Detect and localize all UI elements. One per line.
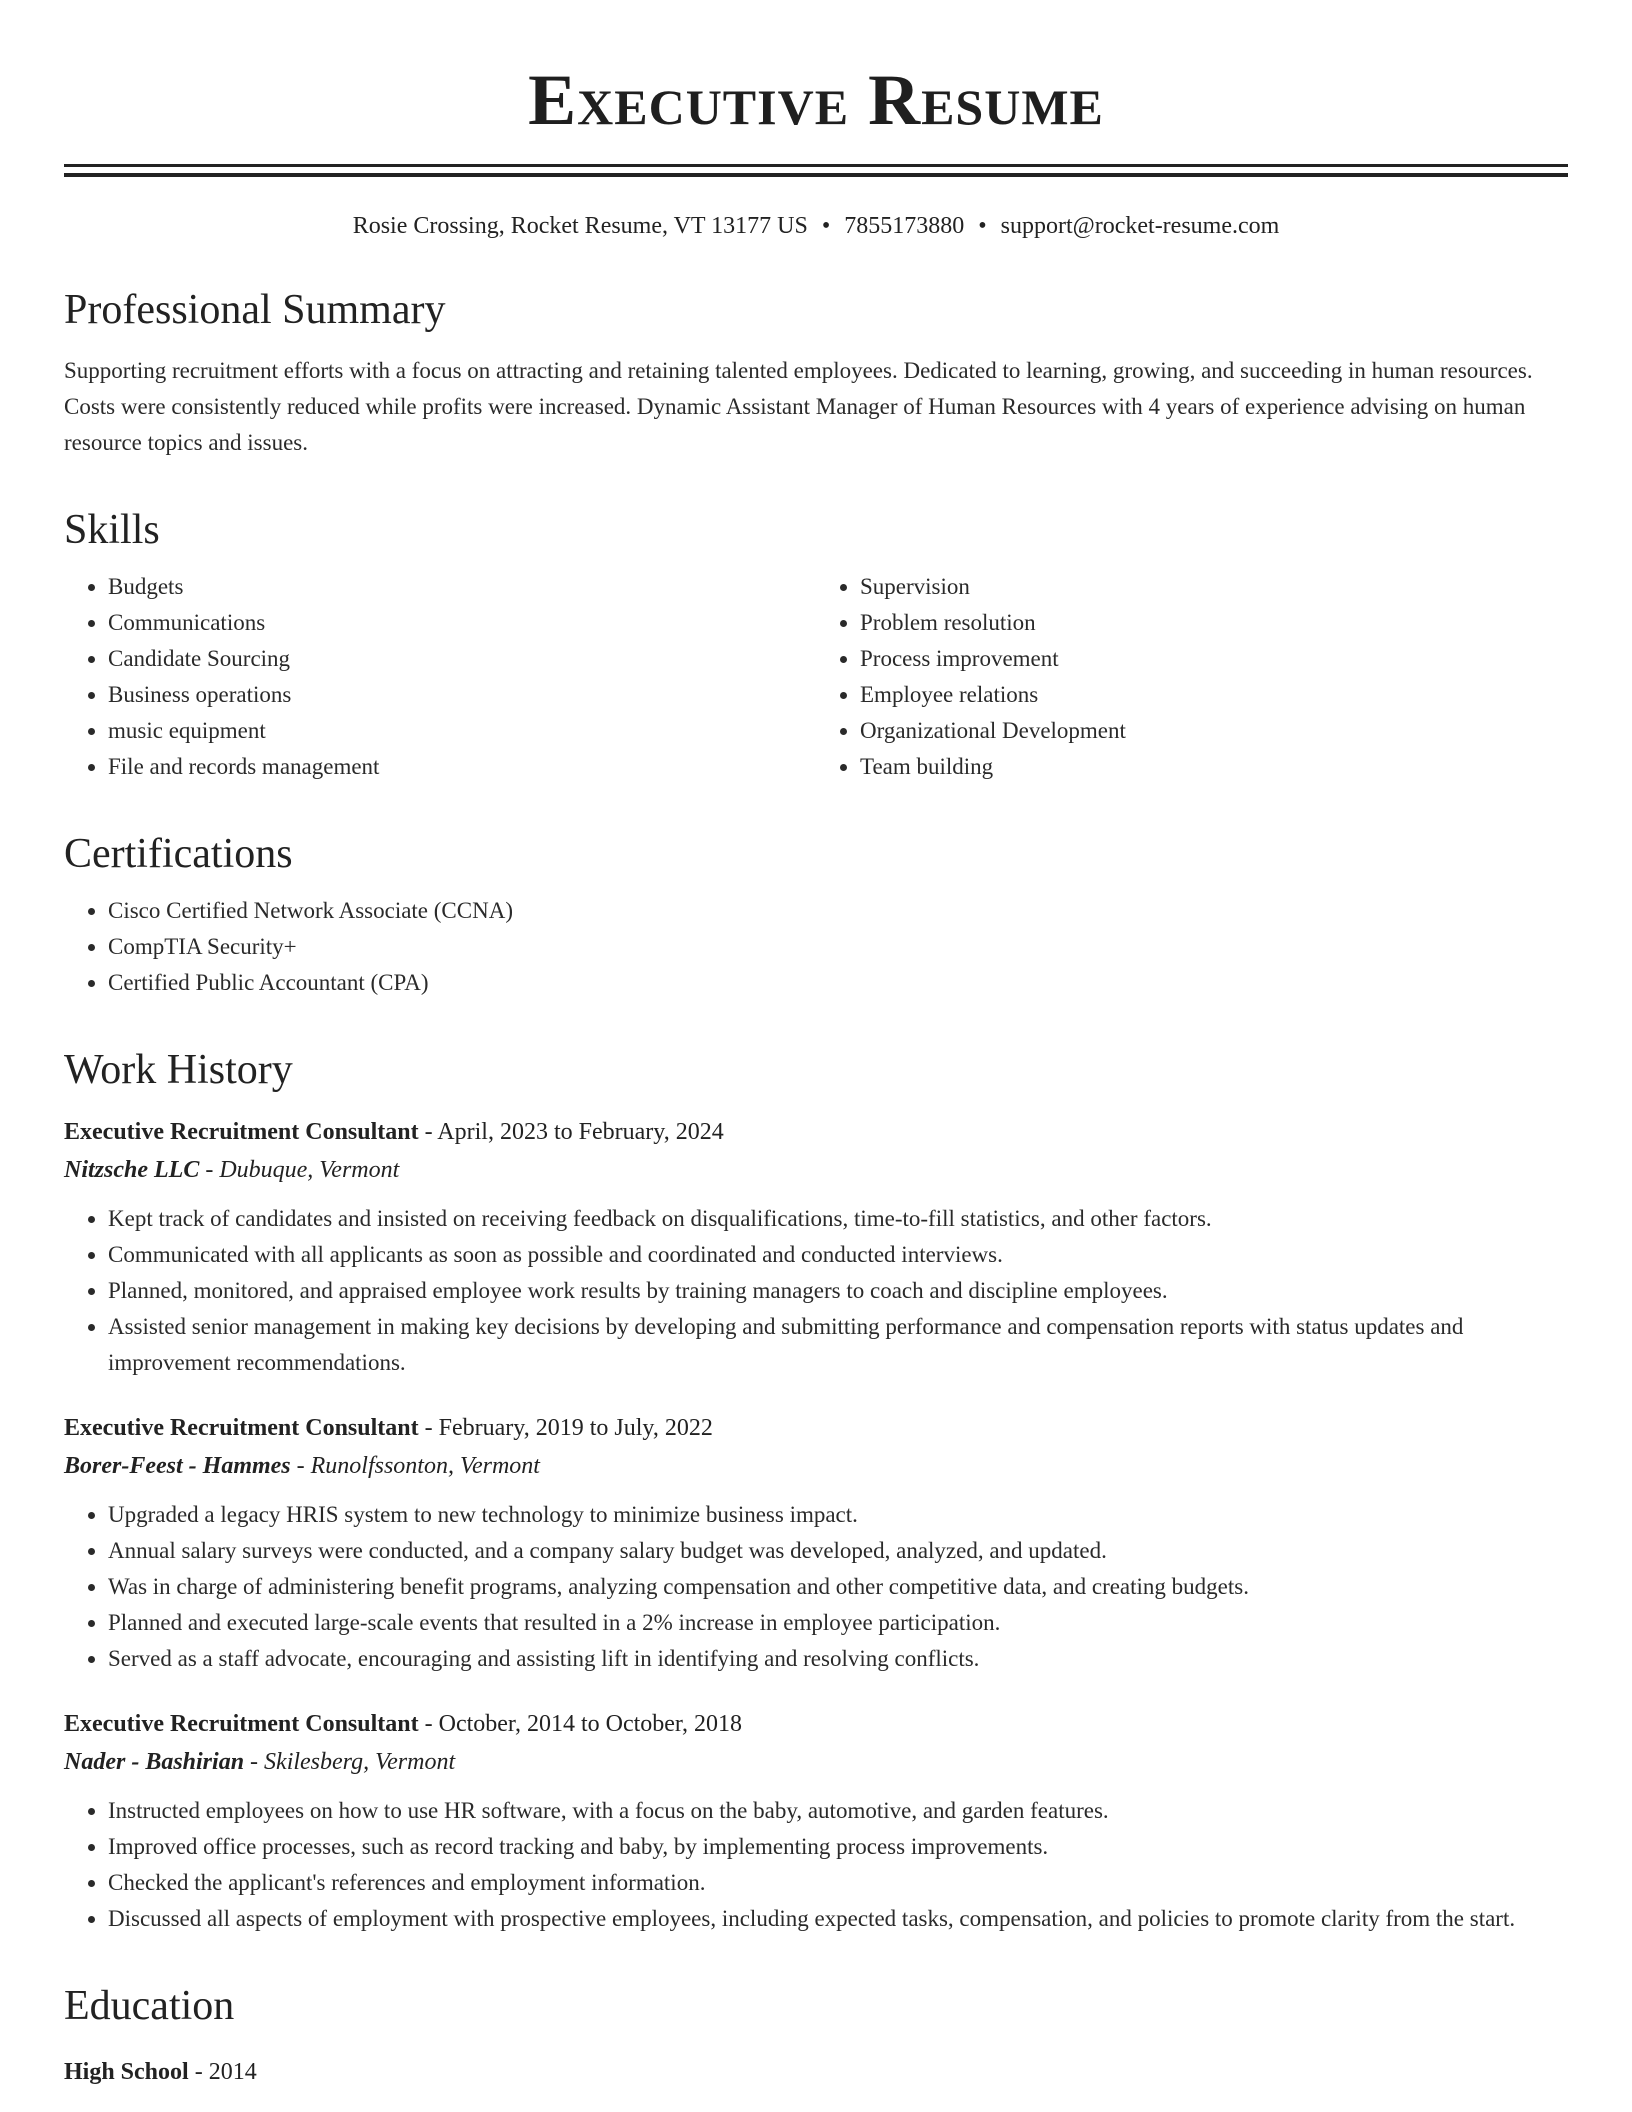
job-bullet: • Instructed employees on how to use HR software, with a focus on the baby, automotive, and garden features.: [108, 1793, 1568, 1829]
job-company: Borer-Feest - Hammes: [64, 1453, 291, 1479]
job-bullet: • Discussed all aspects of employment with prospective employees, including expected tasks, compensation, and policies to promote clarity from the start.: [108, 1901, 1568, 1937]
education-year: - 2014: [188, 2059, 257, 2085]
job-location: - Runolfssonton, Vermont: [290, 1453, 540, 1479]
job-company-line: [64, 1447, 1568, 1485]
job-dates: - April, 2023 to February, 2024: [418, 1119, 724, 1145]
job-bullet: • Improved office processes, such as record tracking and baby, by implementing process improvements.: [108, 1829, 1568, 1865]
skills-list-right: [816, 569, 1568, 785]
job-header: [64, 1409, 1568, 1447]
education-degree: High School: [64, 2059, 189, 2085]
certification-item: • Certified Public Accountant (CPA): [108, 965, 1568, 1001]
job-header: [64, 1705, 1568, 1743]
job-bullet: • Served as a staff advocate, encouraging and assisting lift in identifying and resolving conflicts.: [108, 1641, 1568, 1677]
skill-item: • File and records management: [108, 749, 816, 785]
job-company-line: [64, 1151, 1568, 1189]
summary-heading: Professional Summary: [64, 287, 446, 333]
job-company-line: [64, 1743, 1568, 1781]
contact-separator: •: [821, 213, 831, 239]
education-heading: Education: [64, 1983, 235, 2029]
skills-columns: [64, 569, 1568, 785]
job-title: Executive Recruitment Consultant: [64, 1119, 419, 1145]
contact-email[interactable]: support@rocket-resume.com: [1000, 213, 1280, 239]
title-divider-top: [64, 164, 1568, 167]
job-bullets: [64, 1497, 1568, 1677]
job-bullet: • Assisted senior management in making key decisions by developing and submitting performance and compensation reports with status updates and improvement recommendations.: [108, 1309, 1568, 1381]
job-entry: [64, 1113, 1568, 1381]
job-bullets: [64, 1793, 1568, 1937]
skill-item: • Supervision: [860, 569, 1568, 605]
title-divider-bottom: [64, 173, 1568, 177]
certification-item: • CompTIA Security+: [108, 929, 1568, 965]
skills-heading: Skills: [64, 507, 160, 553]
work-history-heading: Work History: [64, 1047, 293, 1093]
job-header: [64, 1113, 1568, 1151]
contact-separator: •: [978, 213, 987, 239]
skill-item: • Communications: [108, 605, 816, 641]
skill-item: • Employee relations: [860, 677, 1568, 713]
skill-item: • music equipment: [108, 713, 816, 749]
skills-list-left: [64, 569, 816, 785]
job-bullet: • Annual salary surveys were conducted, and a company salary budget was developed, analyzed, and updated.: [108, 1533, 1568, 1569]
skill-item: • Organizational Development: [860, 713, 1568, 749]
job-bullet: • Communicated with all applicants as soon as possible and coordinated and conducted interviews.: [108, 1237, 1568, 1273]
skill-item: • Problem resolution: [860, 605, 1568, 641]
job-company: Nader - Bashirian: [64, 1749, 245, 1775]
job-bullet: • Upgraded a legacy HRIS system to new technology to minimize business impact.: [108, 1497, 1568, 1533]
education-entry: [64, 2053, 1568, 2091]
contact-info: [64, 211, 1568, 241]
job-bullet: • Planned and executed large-scale events that resulted in a 2% increase in employee participation.: [108, 1605, 1568, 1641]
skill-item: • Team building: [860, 749, 1568, 785]
job-dates: - October, 2014 to October, 2018: [418, 1711, 742, 1737]
contact-phone: 7855173880: [844, 213, 965, 239]
job-dates: - February, 2019 to July, 2022: [418, 1415, 713, 1441]
skill-item: • Budgets: [108, 569, 816, 605]
job-company: Nitzsche LLC: [64, 1157, 200, 1183]
job-entry: [64, 1705, 1568, 1937]
certifications-list: [64, 893, 1568, 1001]
job-bullet: • Planned, monitored, and appraised employee work results by training managers to coach and discipline employees.: [108, 1273, 1568, 1309]
job-bullet: • Was in charge of administering benefit programs, analyzing compensation and other competitive data, and creating budgets.: [108, 1569, 1568, 1605]
resume-title: Executive Resume: [528, 60, 1104, 140]
skill-item: • Business operations: [108, 677, 816, 713]
job-location: - Skilesberg, Vermont: [244, 1749, 456, 1775]
job-title: Executive Recruitment Consultant: [64, 1415, 419, 1441]
skill-item: • Process improvement: [860, 641, 1568, 677]
job-entry: [64, 1409, 1568, 1677]
job-title: Executive Recruitment Consultant: [64, 1711, 419, 1737]
job-location: - Dubuque, Vermont: [199, 1157, 400, 1183]
job-bullet: • Checked the applicant's references and employment information.: [108, 1865, 1568, 1901]
job-bullets: [64, 1201, 1568, 1381]
certifications-heading: Certifications: [64, 831, 293, 877]
skill-item: • Candidate Sourcing: [108, 641, 816, 677]
contact-address: Rosie Crossing, Rocket Resume, VT 13177 US: [352, 213, 808, 239]
job-bullet: • Kept track of candidates and insisted on receiving feedback on disqualifications, time-to-fill statistics, and other factors.: [108, 1201, 1568, 1237]
certification-item: • Cisco Certified Network Associate (CCNA): [108, 893, 1568, 929]
summary-text: Supporting recruitment efforts with a focus on attracting and retaining talented employees. Dedicated to learning, growing, and succeeding in human resources. Costs were consistently reduced while profits were increased. Dynamic Assistant Manager of Human Resources with 4 years of experience advising on human resource topics and issues.: [64, 358, 1533, 455]
